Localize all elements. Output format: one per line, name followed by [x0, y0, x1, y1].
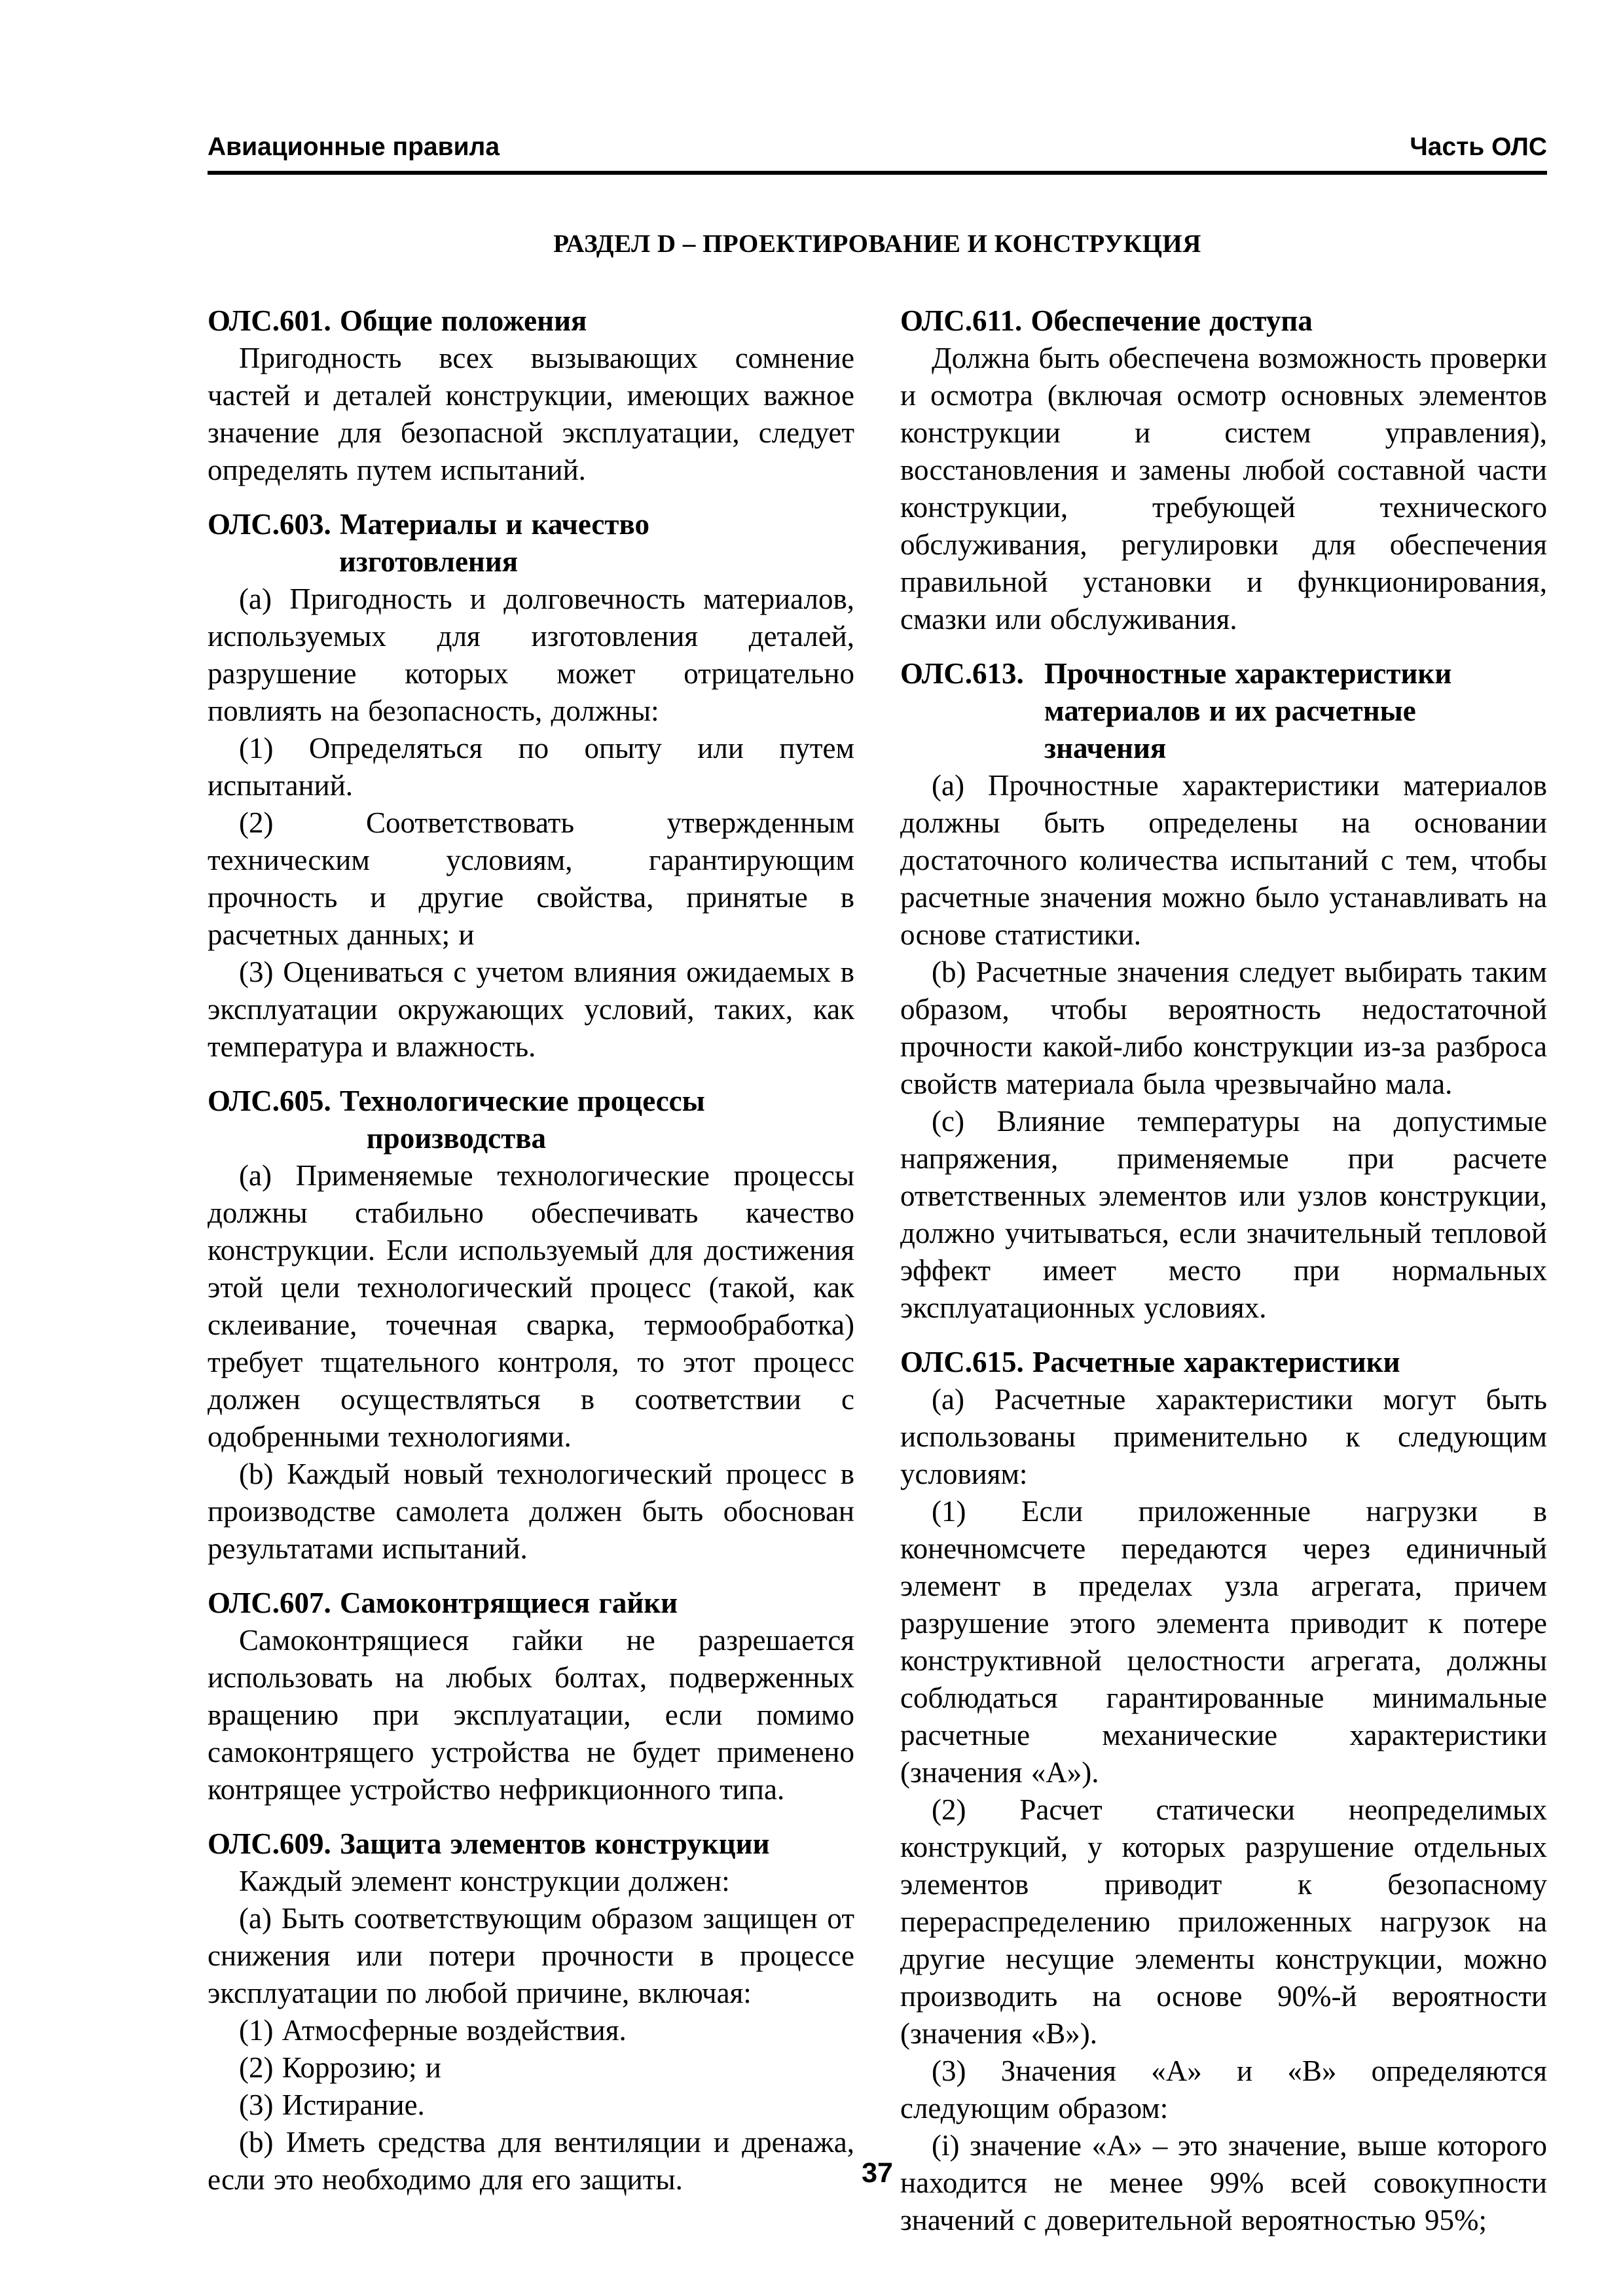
section-heading-605 [208, 1083, 705, 1157]
heading-text: Прочностные характеристики [1044, 657, 1452, 690]
section-heading-611: ОЛС.611. Обеспечение доступа [900, 304, 1313, 337]
paragraph: (b) Каждый новый технологический процесс в производстве самолета должен быть обоснован результатами испытаний. [208, 1458, 854, 1565]
heading-line: значения [1044, 732, 1167, 764]
list-item: (3) Оцениваться с учетом влияния ожидаемых в эксплуатации окружающих условий, таких, как температура и влажность. [208, 956, 854, 1063]
heading-line: ОЛС.603. Материалы и качество [208, 508, 650, 541]
header-right-text: Часть ОЛС [1410, 133, 1547, 161]
paragraph: Каждый элемент конструкции должен: [239, 1865, 730, 1897]
paragraph: (a) Быть соответствующим образом защищен от снижения или потери прочности в процессе эксплуатации по любой причине, включая: [208, 1902, 854, 2009]
paragraph: (b) Иметь средства для вентиляции и дренажа, если это необходимо для его защиты. [208, 2126, 854, 2196]
list-item: (i) значение «А» – это значение, выше которого находится не менее 99% всей совокупности значений с доверительной вероятностью 95%; [900, 2129, 1547, 2236]
section-heading-603 [208, 506, 649, 581]
section-heading-613 [900, 655, 1547, 767]
list-item: (2) Соответствовать утвержденным техническим условиям, гарантирующим прочность и другие свойства, принятые в расчетных данных; и [208, 806, 854, 951]
section-heading-601: ОЛС.601. Общие положения [208, 304, 587, 337]
paragraph: (a) Пригодность и долговечность материалов, используемых для изготовления деталей, разрушение которых может отрицательно повлиять на безопасность, должны: [208, 583, 854, 727]
paragraph: (a) Применяемые технологические процессы должны стабильно обеспечивать качество конструкции. Если используемый для достижения этой цели технологический процесс (такой, как склеивание, точечная сварка, термообработка) требует тщательного контроля, то этот процесс должен осуществляться в соответствии с одобренными технологиями. [208, 1159, 854, 1453]
heading-number: ОЛС.613. [900, 657, 1024, 690]
list-item: (3) Истирание. [239, 2089, 425, 2121]
list-item: (1) Атмосферные воздействия. [239, 2014, 627, 2047]
section-heading-615: ОЛС.615. Расчетные характеристики [900, 1346, 1400, 1378]
column-right [900, 302, 1547, 2239]
section-heading-609: ОЛС.609. Защита элементов конструкции [208, 1827, 770, 1860]
heading-line: материалов и их расчетные [1044, 694, 1416, 727]
page-number: 37 [862, 2157, 893, 2189]
list-item: (2) Расчет статически неопределимых конструкций, у которых разрушение отдельных элементов приводит к безопасному перераспределению приложенных нагрузок на другие несущие элементы конструкции, можно производить на основе 90%-й вероятности (значения «В»). [900, 1793, 1547, 2050]
paragraph: (a) Прочностные характеристики материалов должны быть определены на основании достаточного количества испытаний с тем, чтобы расчетные значения можно было устанавливать на основе статистики. [900, 769, 1547, 951]
column-left [208, 302, 854, 2239]
list-item: (1) Определяться по опыту или путем испытаний. [208, 732, 854, 802]
list-item: (3) Значения «А» и «В» определяются следующим образом: [900, 2054, 1547, 2125]
section-heading-607: ОЛС.607. Самоконтрящиеся гайки [208, 1587, 678, 1619]
list-item: (1) Если приложенные нагрузки в конечномсчете передаются через единичный элемент в пределах узла агрегата, причем разрушение этого элемента приводит к потере конструктивной целостности агрегата, должны соблюдаться гарантированные минимальные расчетные механические характеристики (значения «А»). [900, 1495, 1547, 1789]
paragraph: Пригодность всех вызывающих сомнение частей и деталей конструкции, имеющих важное значение для безопасной эксплуатации, следует определять путем испытаний. [208, 342, 854, 486]
paragraph: (c) Влияние температуры на допустимые напряжения, применяемые при расчете ответственных элементов или узлов конструкции, должно учитываться, если значительный тепловой эффект имеет место при нормальных эксплуатационных условиях. [900, 1105, 1547, 1324]
two-column-layout [208, 302, 1547, 2239]
heading-line: ОЛС.605. Технологические процессы [208, 1085, 705, 1117]
paragraph: (b) Расчетные значения следует выбирать таким образом, чтобы вероятность недостаточной прочности какой-либо конструкции из-за разброса свойств материала была чрезвычайно мала. [900, 956, 1547, 1100]
paragraph: Самоконтрящиеся гайки не разрешается использовать на любых болтах, подверженных вращению при эксплуатации, если помимо самоконтрящего устройства не будет применено контрящее устройство нефрикционного типа. [208, 1624, 854, 1806]
header-left-text: Авиационные правила [208, 133, 500, 161]
header-rule [208, 171, 1547, 175]
page-title: РАЗДЕЛ D – ПРОЕКТИРОВАНИЕ И КОНСТРУКЦИЯ [553, 230, 1201, 258]
heading-line [900, 655, 1547, 692]
heading-line: изготовления [338, 545, 519, 578]
paragraph: Должна быть обеспечена возможность проверки и осмотра (включая осмотр основных элементов конструкции и систем управления), восстановления и замены любой составной части конструкции, требующей технического обслуживания, регулировки для обеспечения правильной установки и функционирования, смазки или обслуживания. [900, 342, 1547, 636]
paragraph: (a) Расчетные характеристики могут быть использованы применительно к следующим условиям: [900, 1383, 1547, 1490]
list-item: (2) Коррозию; и [239, 2051, 441, 2084]
page-header [208, 134, 1547, 162]
heading-line: производства [366, 1122, 547, 1155]
